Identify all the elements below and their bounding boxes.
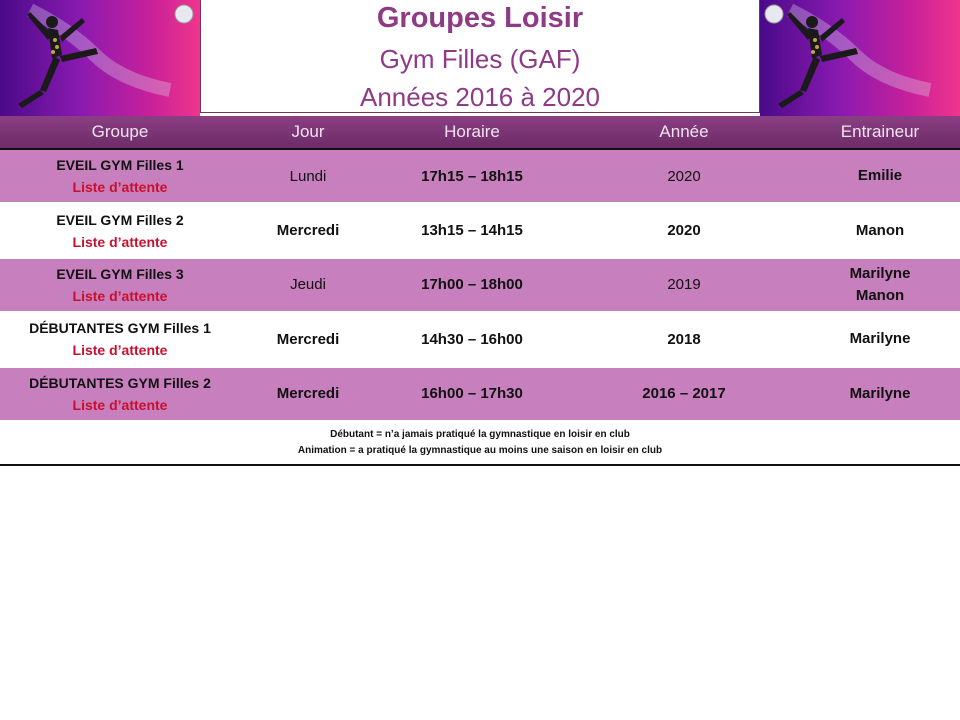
schedule-table [0,116,960,466]
table-row [0,203,960,257]
col-header-annee: Année [568,116,800,149]
year-cell: 2018 [568,312,800,366]
day-cell: Lundi [240,149,376,203]
group-cell [0,149,240,203]
coach-name: Marilyne [849,384,911,402]
year-cell: 2019 [568,258,800,312]
group-name: EVEIL GYM Filles 1 [56,157,184,174]
col-header-groupe: Groupe [0,116,240,149]
coach-cell [800,367,960,421]
notes-cell [0,421,960,465]
coach-name: Emilie [857,167,903,185]
waitlist-label: Liste d’attente [72,233,168,250]
waitlist-label: Liste d’attente [72,342,168,359]
gymnast-photo-left [0,0,200,116]
waitlist-label: Liste d’attente [72,287,168,304]
table-header [0,116,960,149]
waitlist-label: Liste d’attente [72,179,168,196]
page-title: Groupes Loisir [376,2,584,34]
year-cell: 2020 [568,203,800,257]
col-header-entraineur: Entraineur [800,116,960,149]
years-label: Années 2016 à 2020 [360,82,600,112]
table-row [0,312,960,366]
coach-cell [800,149,960,203]
day-cell: Mercredi [240,312,376,366]
day-cell: Mercredi [240,203,376,257]
col-header-jour: Jour [240,116,376,149]
page-subtitle: Gym Filles (GAF) [379,44,581,74]
group-cell [0,312,240,366]
coach-name: Marilyne [849,330,911,348]
year-cell: 2016 – 2017 [568,367,800,421]
group-name: DÉBUTANTES GYM Filles 2 [29,374,211,391]
gymnast-photo-right [760,0,960,116]
time-cell: 17h00 – 18h00 [376,258,568,312]
coach-cell [800,258,960,312]
notes-row [0,421,960,465]
coach-name: Manon [855,286,905,304]
header-banner [0,0,960,116]
waitlist-label: Liste d’attente [72,396,168,413]
time-cell: 14h30 – 16h00 [376,312,568,366]
coach-name: Manon [855,221,905,239]
table-row [0,149,960,203]
year-cell: 2020 [568,149,800,203]
day-cell: Mercredi [240,367,376,421]
header-divider [0,148,960,150]
time-cell: 16h00 – 17h30 [376,367,568,421]
coach-cell [800,203,960,257]
title-box [200,0,760,113]
group-name: EVEIL GYM Filles 2 [56,211,184,228]
col-header-horaire: Horaire [376,116,568,149]
group-cell [0,258,240,312]
coach-cell [800,312,960,366]
coach-name: Marilyne [849,264,911,282]
time-cell: 13h15 – 14h15 [376,203,568,257]
time-cell: 17h15 – 18h15 [376,149,568,203]
group-name: EVEIL GYM Filles 3 [56,265,184,282]
note-debutant: Débutant = n’a jamais pratiqué la gymnastique en loisir en club [330,428,630,440]
table-row [0,367,960,421]
group-name: DÉBUTANTES GYM Filles 1 [29,320,211,337]
table-row [0,258,960,312]
group-cell [0,367,240,421]
group-cell [0,203,240,257]
note-animation: Animation = a pratiqué la gymnastique au moins une saison en loisir en club [297,444,663,456]
day-cell: Jeudi [240,258,376,312]
